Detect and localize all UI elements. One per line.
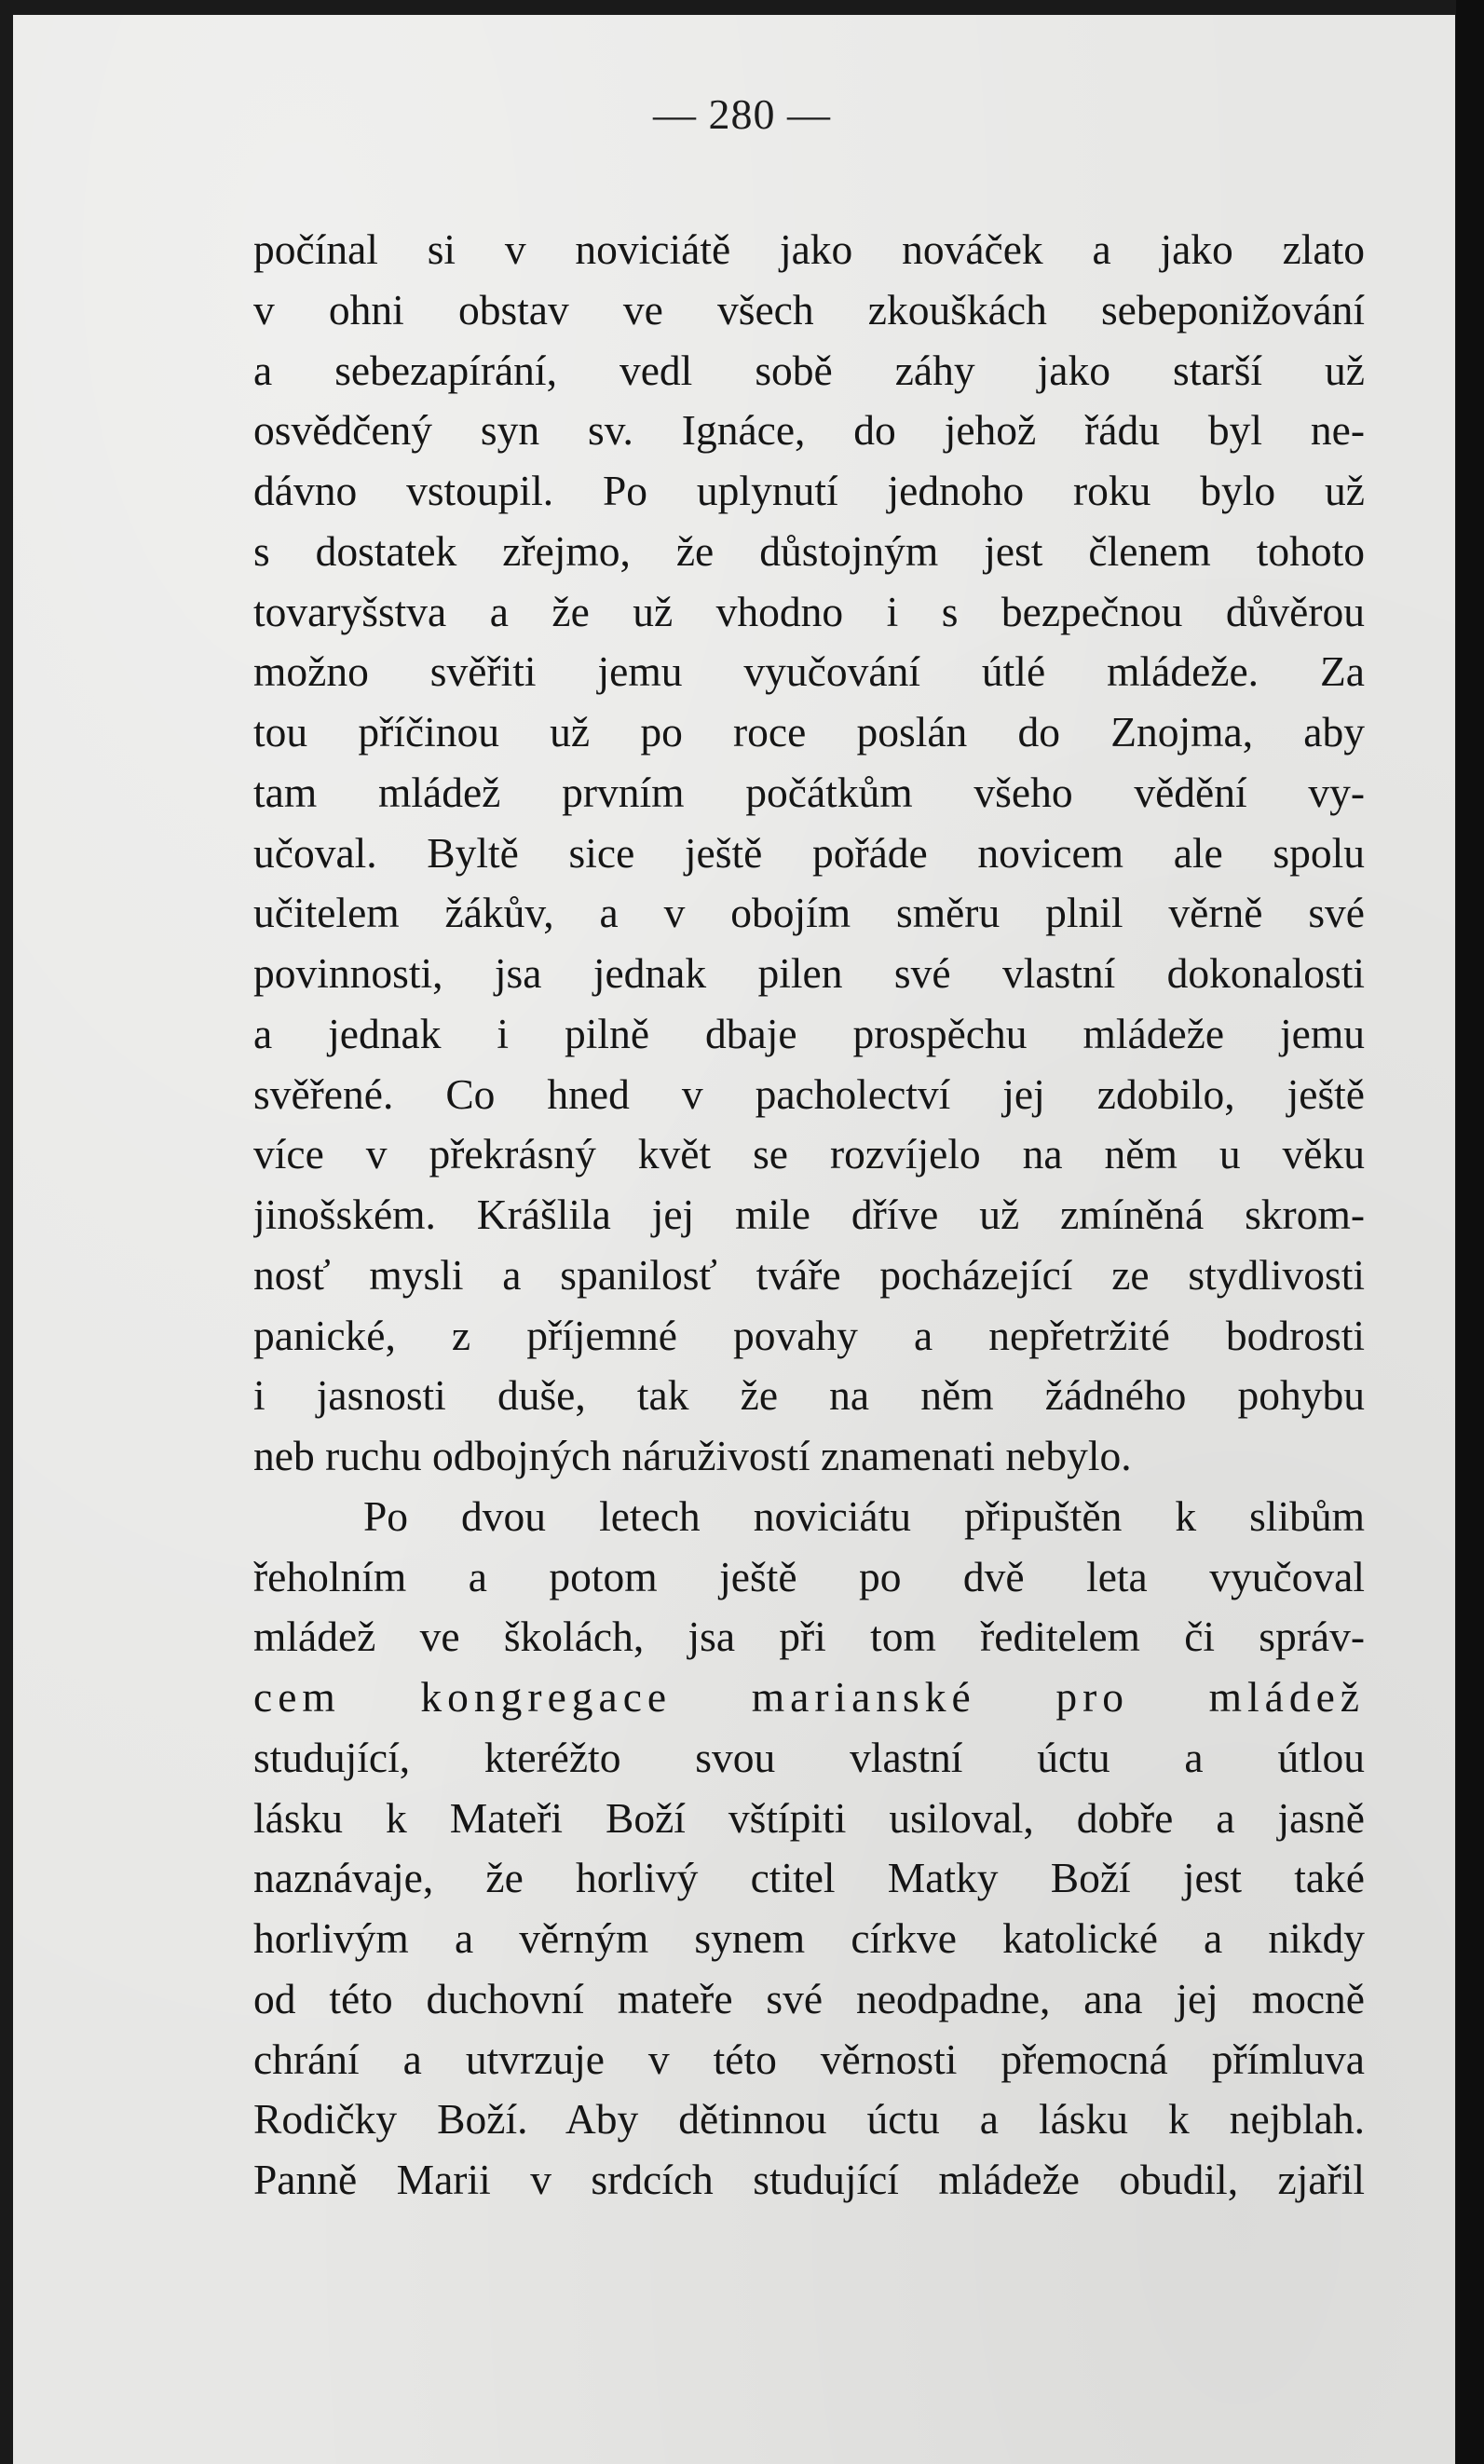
text-line: řeholním a potom ještě po dvě leta vyučoval — [253, 1552, 1365, 1600]
text-line: tam mládež prvním počátkům všeho vědění vy- — [253, 768, 1365, 816]
text-line: s dostatek zřejmo, že důstojným jest členem tohoto — [253, 526, 1365, 575]
text-line: naznávaje, že horlivý ctitel Matky Boží jest také — [253, 1854, 1365, 1902]
text-line: i jasnosti duše, tak že na něm žádného pohybu — [253, 1371, 1365, 1420]
text-line: více v překrásný květ se rozvíjelo na něm u věku — [253, 1130, 1365, 1178]
text-line: neb ruchu odbojných náruživostí znamenati nebylo. — [253, 1432, 1132, 1479]
text-line: svěřené. Co hned v pacholectví jej zdobilo, ještě — [253, 1069, 1365, 1118]
text-line: nosť mysli a spanilosť tváře pocházející ze stydlivosti — [253, 1250, 1365, 1299]
text-line: jinošském. Krášlila jej mile dříve už zmíněná skrom- — [253, 1191, 1365, 1238]
text-line: osvědčený syn sv. Ignáce, do jehož řádu byl ne- — [253, 406, 1365, 455]
text-line: a sebezapírání, vedl sobě záhy jako starší už — [253, 346, 1365, 394]
text-line: Po dvou letech noviciátu připuštěn k slibům — [363, 1491, 1365, 1540]
text-line: povinnosti, jsa jednak pilen své vlastní dokonalosti — [253, 949, 1365, 997]
scan-edge — [1456, 0, 1484, 2464]
text-line: panické, z příjemné povahy a nepřetržité bodrosti — [253, 1311, 1365, 1359]
text-line: učoval. Byltě sice ještě pořáde novicem ale spolu — [253, 828, 1365, 877]
page-number: — 280 — — [653, 90, 831, 138]
text-line: v ohni obstav ve všech zkouškách sebeponižování — [253, 285, 1365, 334]
text-line: studující, kteréžto svou vlastní úctu a útlou — [253, 1733, 1365, 1781]
text-line: možno svěřiti jemu vyučování útlé mládeže. Za — [253, 647, 1365, 696]
text-line: tovaryšstva a že už vhodno i s bezpečnou důvěrou — [253, 587, 1365, 635]
text-line: počínal si v noviciátě jako nováček a jako zlato — [253, 225, 1365, 273]
text-line: a jednak i pilně dbaje prospěchu mládeže jemu — [253, 1009, 1365, 1057]
text-line: Panně Marii v srdcích studující mládeže obudil, zjařil — [253, 2156, 1365, 2203]
text-line: učitelem žákův, a v obojím směru plnil věrně své — [253, 889, 1365, 937]
text-line: od této duchovní mateře své neodpadne, ana jej mocně — [253, 1974, 1365, 2022]
text-line: horlivým a věrným synem církve katolické a nikdy — [253, 1914, 1365, 1962]
text-line: tou příčinou už po roce poslán do Znojma, aby — [253, 708, 1365, 756]
text-line: dávno vstoupil. Po uplynutí jednoho roku bylo už — [253, 467, 1365, 514]
text-line: Rodičky Boží. Aby dětinnou úctu a lásku k nejblah. — [253, 2095, 1365, 2144]
text-line: chrání a utvrzuje v této věrnosti přemocná přímluva — [253, 2035, 1365, 2083]
text-line: lásku k Mateři Boží vštípiti usiloval, dobře a jasně — [253, 1793, 1365, 1842]
body-text — [253, 220, 1365, 2211]
text-line: mládež ve školách, jsa při tom ředitelem či správ- — [253, 1613, 1365, 1661]
text-line: cem kongregace marianské pro mládež — [253, 1673, 1365, 1721]
